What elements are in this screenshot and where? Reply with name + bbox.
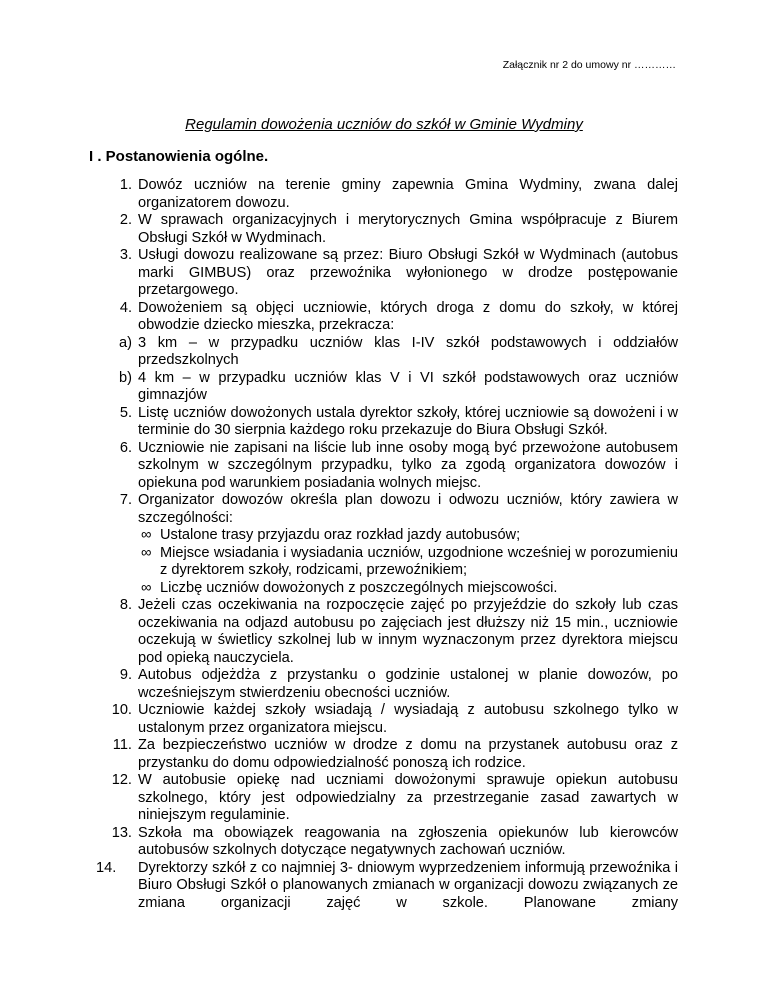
- item-text: Usługi dowozu realizowane są przez: Biuro Obsługi Szkół w Wydminach (autobus marki GIMBUS) oraz przewoźnika wyłonionego w drodze postępowanie przetargowego.: [138, 247, 678, 298]
- item-number: 11.: [112, 737, 132, 753]
- list-item: [96, 370, 678, 405]
- list-item: [96, 772, 678, 825]
- list-item: [96, 667, 678, 702]
- item-text: Szkoła ma obowiązek reagowania na zgłoszenia opiekunów lub kierowców autobusów szkolnych dotyczące negatywnych zachowań uczniów.: [138, 824, 678, 858]
- item-text: W autobusie opiekę nad uczniami dowożonymi sprawuje opiekun autobusu szkolnego, który jest odpowiedzialny za przestrzeganie zasad zawartych w niniejszym regulaminie.: [138, 772, 678, 823]
- item-number: 6.: [119, 439, 132, 456]
- list-item: [96, 440, 678, 493]
- list-item: [96, 492, 678, 527]
- item-text: Uczniowie nie zapisani na liście lub inne osoby mogą być przewożone autobusem szkolnym w szczególnym przypadku, tylko za zgodą organizatora dowozów i opiekuna pod warunkiem posiadania wolnych miejsc.: [138, 439, 678, 491]
- list-item: [96, 177, 678, 212]
- item-text: 4 km – w przypadku uczniów klas V i VI szkół podstawowych oraz uczniów gimnazjów: [138, 369, 678, 403]
- document-title: Regulamin dowożenia uczniów do szkół w Gminie Wydminy: [185, 116, 583, 133]
- section-heading: I . Postanowienia ogólne.: [89, 148, 269, 165]
- bullet-text: Miejsce wsiadania i wysiadania uczniów, uzgodnione wcześniej w porozumieniu z dyrektorem szkoły, rodzicami, przewoźnikiem;: [160, 544, 678, 578]
- item-number: 10.: [111, 702, 132, 718]
- item-text: Uczniowie każdej szkoły wsiadają / wysiadają z autobusu szkolnego tylko w ustalonym przez organizatora miejscu.: [138, 702, 678, 736]
- item-text: Listę uczniów dowożonych ustala dyrektor szkoły, której uczniowie są dowożeni i w terminie do 30 sierpnia każdego roku przekazuje do Biura Obsługi Szkół.: [138, 404, 678, 438]
- bullet-item: [138, 545, 678, 580]
- item-letter: b): [119, 369, 132, 386]
- item-text: Organizator dowozów określa plan dowozu i odwozu uczniów, który zawiera w szczególności:: [138, 492, 678, 526]
- list-item: [96, 405, 678, 440]
- item-text: Za bezpieczeństwo uczniów w drodze z domu na przystanek autobusu oraz z przystanku do domu odpowiedzialność ponoszą ich rodzice.: [138, 737, 678, 771]
- item-text: 3 km – w przypadku uczniów klas I-IV szkół podstawowych i oddziałów przedszkolnych: [138, 334, 678, 368]
- attachment-note: Załącznik nr 2 do umowy nr …………: [502, 59, 676, 71]
- list-item: [96, 212, 678, 247]
- item-number: 8.: [119, 597, 132, 613]
- item-number: 4.: [119, 299, 132, 316]
- bullet-item: [138, 527, 678, 545]
- item-number: 14.: [96, 859, 117, 876]
- item-text: W sprawach organizacyjnych i merytorycznych Gmina współpracuje z Biurem Obsługi Szkół w Wydminach.: [138, 212, 678, 246]
- item-text: Dowożeniem są objęci uczniowie, których droga z domu do szkoły, w której obwodzie dziecko mieszka, przekracza:: [138, 299, 678, 333]
- item-number: 3.: [119, 247, 132, 263]
- item-number: 9.: [119, 667, 132, 683]
- list-item: [96, 597, 678, 667]
- item-number: 13.: [111, 824, 132, 841]
- bullet-text: Ustalone trasy przyjazdu oraz rozkład jazdy autobusów;: [160, 527, 521, 543]
- item-text: Dyrektorzy szkół z co najmniej 3- dniowym wyprzedzeniem informują przewoźnika i Biuro Obsługi Szkół o planowanych zmianach w organizacji dowozu związanych ze zmiana organizacji zajęć w szkole. Planowane zmiany: [138, 859, 678, 911]
- infinity-bullet-icon: ∞: [141, 544, 152, 561]
- list-item: [96, 860, 678, 913]
- regulation-list: [96, 177, 678, 912]
- infinity-bullet-icon: ∞: [141, 527, 152, 543]
- bullet-item: [138, 580, 678, 598]
- infinity-bullet-icon: ∞: [141, 579, 152, 596]
- list-item: [96, 300, 678, 335]
- item-number: 7.: [119, 492, 132, 508]
- list-item: [96, 825, 678, 860]
- list-item: [96, 737, 678, 772]
- item-text: Autobus odjeżdża z przystanku o godzinie ustalonej w planie dowozów, po wcześniejszym stwierdzeniu obecności uczniów.: [138, 667, 678, 701]
- list-item: [96, 702, 678, 737]
- item-number: 5.: [119, 404, 132, 421]
- item-number: 2.: [119, 212, 132, 228]
- item-text: Dowóz uczniów na terenie gminy zapewnia Gmina Wydminy, zwana dalej organizatorem dowozu.: [138, 177, 678, 211]
- list-item: [96, 247, 678, 300]
- item-letter: a): [119, 334, 132, 351]
- bullet-text: Liczbę uczniów dowożonych z poszczególnych miejscowości.: [160, 579, 558, 596]
- item-number: 1.: [119, 177, 132, 193]
- item-text: Jeżeli czas oczekiwania na rozpoczęcie zajęć po przyjeździe do szkoły lub czas oczekiwania na odjazd autobusu po zajęciach jest dłuższy niż 15 min., uczniowie oczekują w świetlicy szkolnej lub w innym wyznaczonym przez dyrektora miejscu pod opieką nauczyciela.: [138, 597, 678, 666]
- list-item: [96, 335, 678, 370]
- item-number: 12.: [111, 772, 132, 788]
